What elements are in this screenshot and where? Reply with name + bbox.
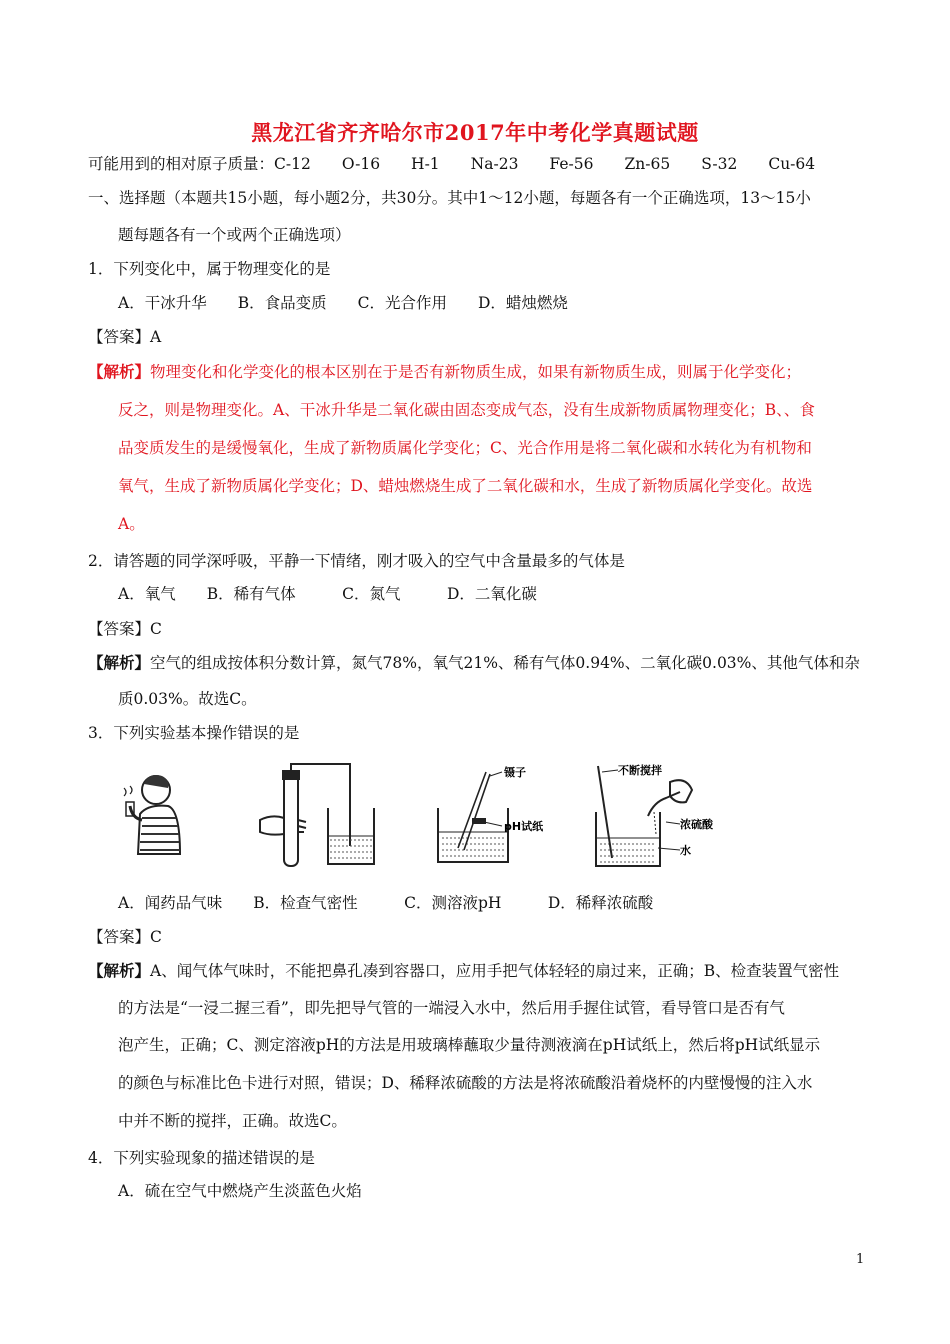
q2-answer: 【答案】C — [88, 620, 162, 638]
label-stir: 不断搅拌 — [618, 764, 662, 777]
page-title: 黑龙江省齐齐哈尔市2017年中考化学真题试题 — [251, 120, 699, 145]
section-header-line-1: 一、选择题（本题共15小题，每小题2分，共30分。其中1～12小题，每题各有一个正确选项，13～15小 — [88, 189, 811, 207]
q3-analysis-line-2: 的方法是“一浸二握三看”，即先把导气管的一端浸入水中，然后用手握住试管，看导管口是否有气 — [118, 999, 785, 1017]
label-tweezers: 镊子 — [504, 766, 526, 779]
ph-test-figure — [428, 762, 558, 872]
q3-analysis-line-3: 泡产生，正确；C、测定溶液pH的方法是用玻璃棒蘸取少量待测液滴在pH试纸上，然后将pH试纸显示 — [118, 1036, 821, 1054]
q3-figures — [100, 762, 740, 872]
dilution-figure — [588, 762, 738, 872]
q2-analysis-line-2: 质0.03%。故选C。 — [118, 690, 257, 708]
label-ph-paper: pH试纸 — [504, 820, 544, 833]
airtightness-figure — [258, 762, 378, 872]
q2-options: A．氧气 B．稀有气体 C．氮气 D．二氧化碳 — [118, 585, 537, 603]
q1-analysis-line-5: A。 — [118, 515, 145, 533]
q1-analysis-line-3: 品变质发生的是缓慢氧化，生成了新物质属化学变化；C、光合作用是将二氧化碳和水转化为有机物和 — [118, 439, 812, 457]
q2-stem: 2．请答题的同学深呼吸，平静一下情绪，刚才吸入的空气中含量最多的气体是 — [88, 552, 625, 570]
q3-analysis-line-4: 的颜色与标准比色卡进行对照，错误；D、稀释浓硫酸的方法是将浓硫酸沿着烧杯的内壁慢慢的注入水 — [118, 1074, 813, 1092]
q3-options: A．闻药品气味 B．检查气密性 C．测溶液pH D．稀释浓硫酸 — [118, 894, 654, 912]
q1-analysis-line-2: 反之，则是物理变化。A、干冰升华是二氧化碳由固态变成气态，没有生成新物质属物理变化；B、、食 — [118, 401, 815, 419]
q3-analysis-line-1: 【解析】A、闻气体气味时，不能把鼻孔凑到容器口，应用手把气体轻轻的扇过来，正确；B、检查装置气密性 — [88, 961, 840, 980]
q2-analysis-line-1: 【解析】空气的组成按体积分数计算，氮气78%，氧气21%、稀有气体0.94%、二氧化碳0.03%、其他气体和杂 — [88, 653, 860, 672]
label-acid: 浓硫酸 — [680, 818, 713, 831]
atomic-masses: 可能用到的相对原子质量：C-12 O-16 H-1 Na-23 Fe-56 Zn-65 S-32 Cu-64 — [88, 155, 816, 173]
q3-analysis-line-5: 中并不断的搅拌，正确。故选C。 — [118, 1112, 347, 1130]
q1-options: A．干冰升华 B．食品变质 C．光合作用 D．蜡烛燃烧 — [118, 294, 568, 312]
q3-analysis-tag: 【解析】 — [88, 961, 151, 980]
q1-answer: 【答案】A — [88, 328, 162, 346]
q4-stem: 4．下列实验现象的描述错误的是 — [88, 1149, 315, 1167]
smelling-figure — [118, 762, 188, 862]
q2-analysis-tag: 【解析】 — [88, 653, 151, 672]
label-water: 水 — [680, 844, 691, 857]
page-number: 1 — [856, 1252, 865, 1267]
q1-analysis-line-1: 【解析】物理变化和化学变化的根本区别在于是否有新物质生成，如果有新物质生成，则属于化学变化； — [88, 362, 802, 381]
q1-stem: 1．下列变化中，属于物理变化的是 — [88, 260, 331, 278]
q3-answer: 【答案】C — [88, 928, 162, 946]
q1-analysis-tag: 【解析】 — [88, 362, 151, 381]
section-header-line-2: 题每题各有一个或两个正确选项） — [118, 226, 351, 244]
q1-analysis-line-4: 氧气，生成了新物质属化学变化；D、蜡烛燃烧生成了二氧化碳和水，生成了新物质属化学变化。故选 — [118, 477, 813, 495]
q4-option-a: A．硫在空气中燃烧产生淡蓝色火焰 — [118, 1182, 362, 1200]
q3-stem: 3．下列实验基本操作错误的是 — [88, 724, 300, 742]
